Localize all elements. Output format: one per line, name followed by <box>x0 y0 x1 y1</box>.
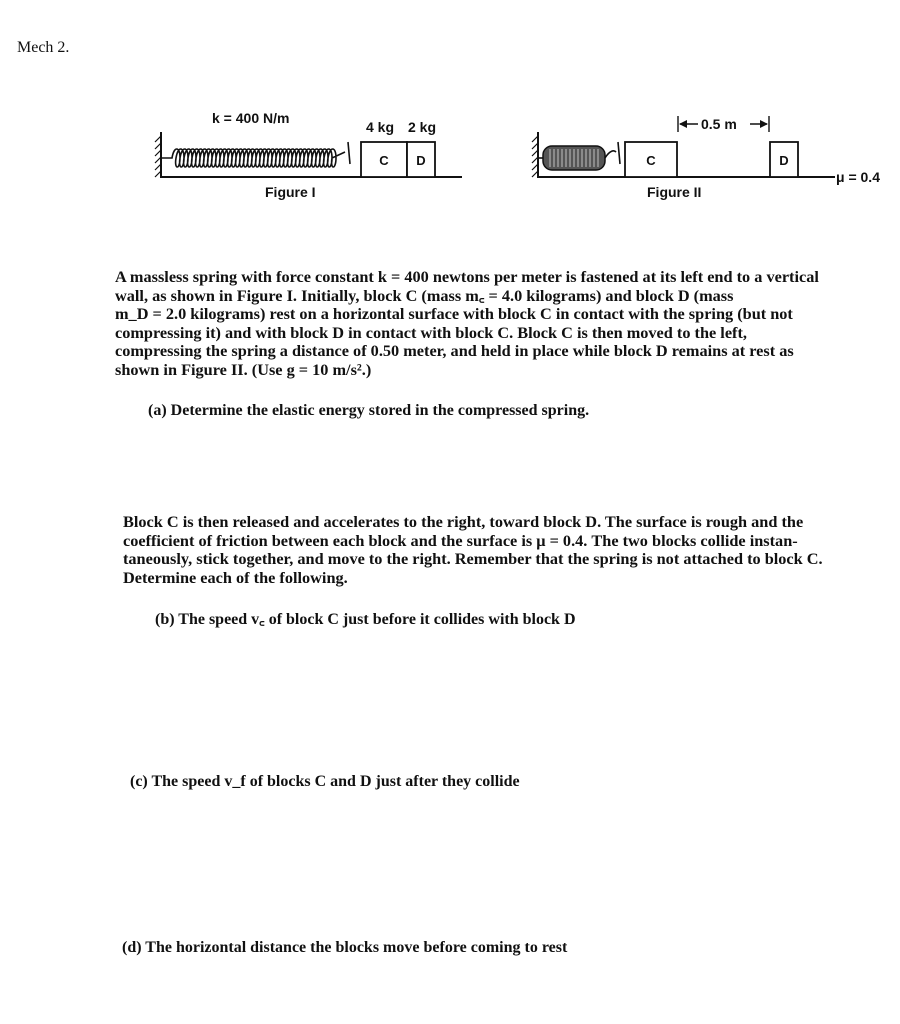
paragraph2-line: Determine each of the following. <box>123 567 348 587</box>
fig1-spring <box>161 149 345 167</box>
fig2-caption: Figure II <box>647 184 702 200</box>
fig2-block-d-label: D <box>779 153 789 168</box>
fig1-block-d-label: D <box>416 153 426 168</box>
figures-diagram <box>0 0 900 230</box>
paragraph2-line: taneously, stick together, and move to the right. Remember that the spring is not attached to block C. <box>123 549 823 569</box>
intro-line: compressing it) and with block D in contact with block C. Block C is then moved to the left, <box>115 322 747 342</box>
question-b: (b) The speed v꜀ of block C just before it collides with block D <box>155 611 576 628</box>
fig2-distance-label: 0.5 m <box>701 116 737 132</box>
fig1-mass-c-label: 4 kg <box>366 119 395 135</box>
problem-intro-paragraph <box>115 268 880 380</box>
intro-line: wall, as shown in Figure I. Initially, block C (mass m꜀ = 4.0 kilograms) and block D (mass <box>115 285 734 305</box>
fig2-friction-label: μ = 0.4 <box>836 169 880 185</box>
figure-2 <box>532 116 880 200</box>
intro-line: compressing the spring a distance of 0.50 meter, and held in place while block D remains at rest as <box>115 341 794 361</box>
problem-release-paragraph <box>123 513 883 587</box>
fig1-caption: Figure I <box>265 184 316 200</box>
intro-line: A massless spring with force constant k = 400 newtons per meter is fastened at its left end to a vertical <box>115 267 819 286</box>
intro-line: m_D = 2.0 kilograms) rest on a horizontal surface with block C in contact with the spring (but not <box>115 304 793 324</box>
question-c: (c) The speed v_f of blocks C and D just after they collide <box>130 773 520 790</box>
page-heading: Mech 2. <box>17 39 70 56</box>
fig2-compressed-spring <box>538 142 620 170</box>
question-d: (d) The horizontal distance the blocks move before coming to rest <box>122 939 568 956</box>
fig1-block-c-label: C <box>379 153 389 168</box>
intro-line: shown in Figure II. (Use g = 10 m/s².) <box>115 359 372 379</box>
fig1-spring-constant-label: k = 400 N/m <box>212 110 290 126</box>
paragraph2-line: coefficient of friction between each block and the surface is μ = 0.4. The two blocks collide instan- <box>123 530 798 550</box>
paragraph2-line: Block C is then released and accelerates to the right, toward block D. The surface is rough and the <box>123 512 804 531</box>
fig2-block-c-label: C <box>646 153 656 168</box>
fig1-mass-d-label: 2 kg <box>408 119 437 135</box>
figure-1 <box>155 110 462 200</box>
question-a: (a) Determine the elastic energy stored in the compressed spring. <box>148 402 590 419</box>
